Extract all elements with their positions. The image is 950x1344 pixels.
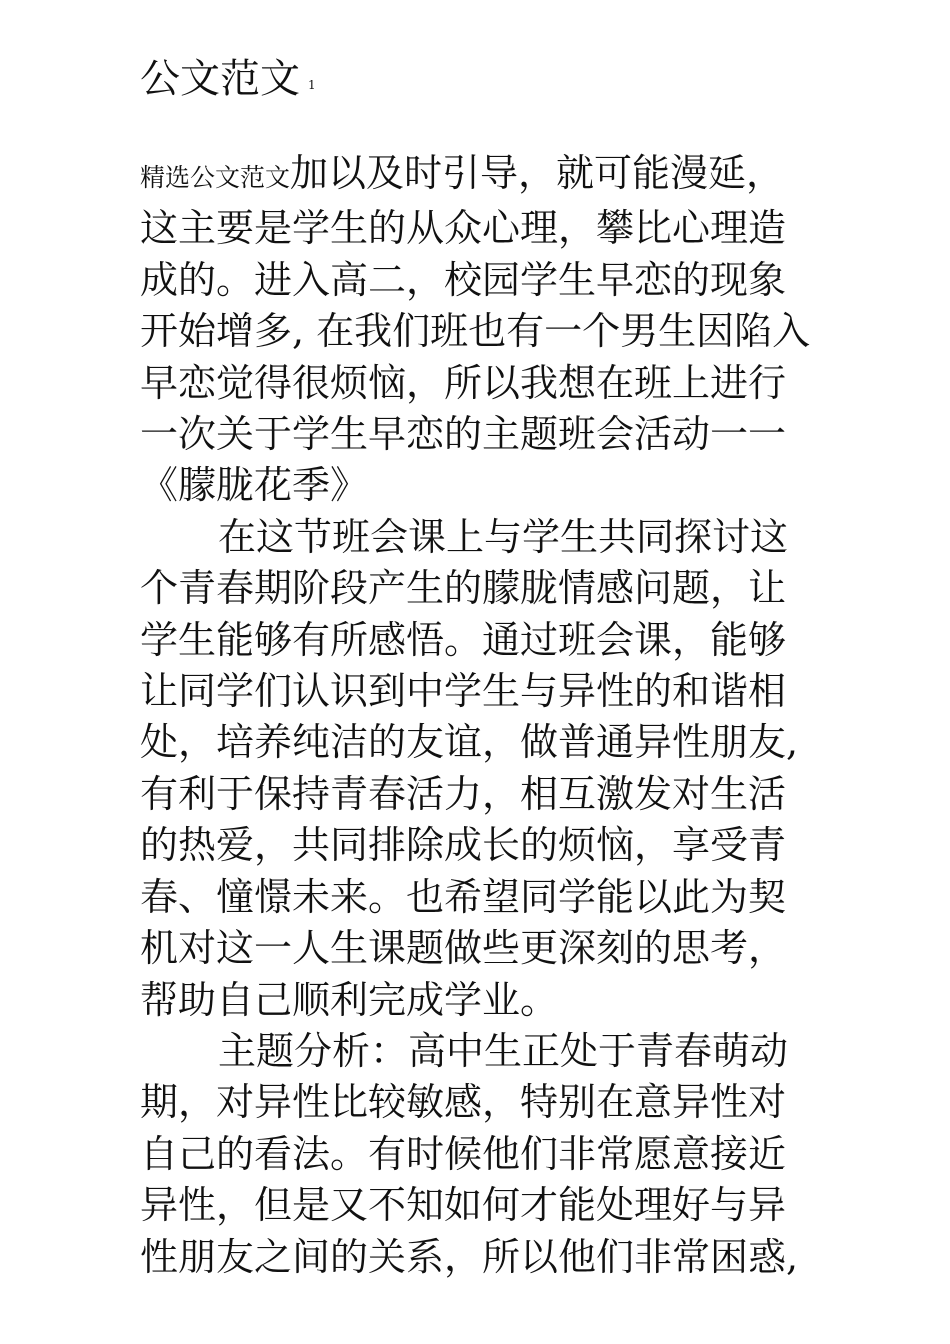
paragraph-2-line-5: 处，培养纯洁的友谊，做普通异性朋友,	[140, 720, 799, 765]
paragraph-3-line-5: 性朋友之间的关系，所以他们非常困惑,	[140, 1234, 799, 1279]
paragraph-2-line-4: 让同学们认识到中学生与异性的和谐相	[140, 669, 787, 714]
paragraph-3-line-4: 异性，但是又不知如何才能处理好与异	[140, 1183, 787, 1228]
paragraph-1-line-7: 《朦胧花季》	[140, 463, 369, 508]
paragraph-1-line-1	[140, 148, 830, 203]
paragraph-2-line-7: 的热爱，共同排除成长的烦恼，享受青	[140, 823, 787, 868]
paragraph-1-line-4: 开始增多, 在我们班也有一个男生因陷入	[140, 309, 811, 354]
page-header	[140, 54, 316, 104]
paragraph-2-line-1: 在这节班会课上与学生共同探讨这	[218, 514, 789, 559]
paragraph-2-line-2: 个青春期阶段产生的朦胧情感问题，让	[140, 566, 787, 611]
paragraph-3-line-1: 主题分析：高中生正处于青春萌动	[218, 1028, 789, 1073]
header-title: 公文范文	[140, 56, 300, 102]
paragraph-1-line-6: 一次关于学生早恋的主题班会活动一一	[140, 412, 787, 457]
paragraph-text: 加以及时引导，就可能漫延，	[290, 151, 785, 195]
paragraph-2-line-10: 帮助自己顺利完成学业。	[140, 977, 559, 1022]
paragraph-2-line-8: 春、憧憬未来。也希望同学能以此为契	[140, 874, 787, 919]
paragraph-1	[140, 148, 830, 512]
paragraph-1-line-2: 这主要是学生的从众心理，攀比心理造	[140, 206, 787, 251]
paragraph-2-line-9: 机对这一人生课题做些更深刻的思考，	[140, 926, 787, 971]
inline-label: 精选公文范文	[140, 163, 291, 192]
paragraph-3	[140, 1026, 830, 1283]
document-body	[140, 148, 830, 1283]
paragraph-2-line-6: 有利于保持青春活力，相互激发对生活	[140, 771, 787, 816]
page-number: 1	[308, 78, 316, 92]
paragraph-2	[140, 512, 830, 1026]
paragraph-3-line-2: 期，对异性比较敏感，特别在意异性对	[140, 1080, 787, 1125]
paragraph-1-line-3: 成的。进入高二，校园学生早恋的现象	[140, 257, 787, 302]
paragraph-2-line-3: 学生能够有所感悟。通过班会课，能够	[140, 617, 787, 662]
paragraph-1-line-5: 早恋觉得很烦恼，所以我想在班上进行	[140, 360, 787, 405]
paragraph-3-line-3: 自己的看法。有时候他们非常愿意接近	[140, 1131, 787, 1176]
